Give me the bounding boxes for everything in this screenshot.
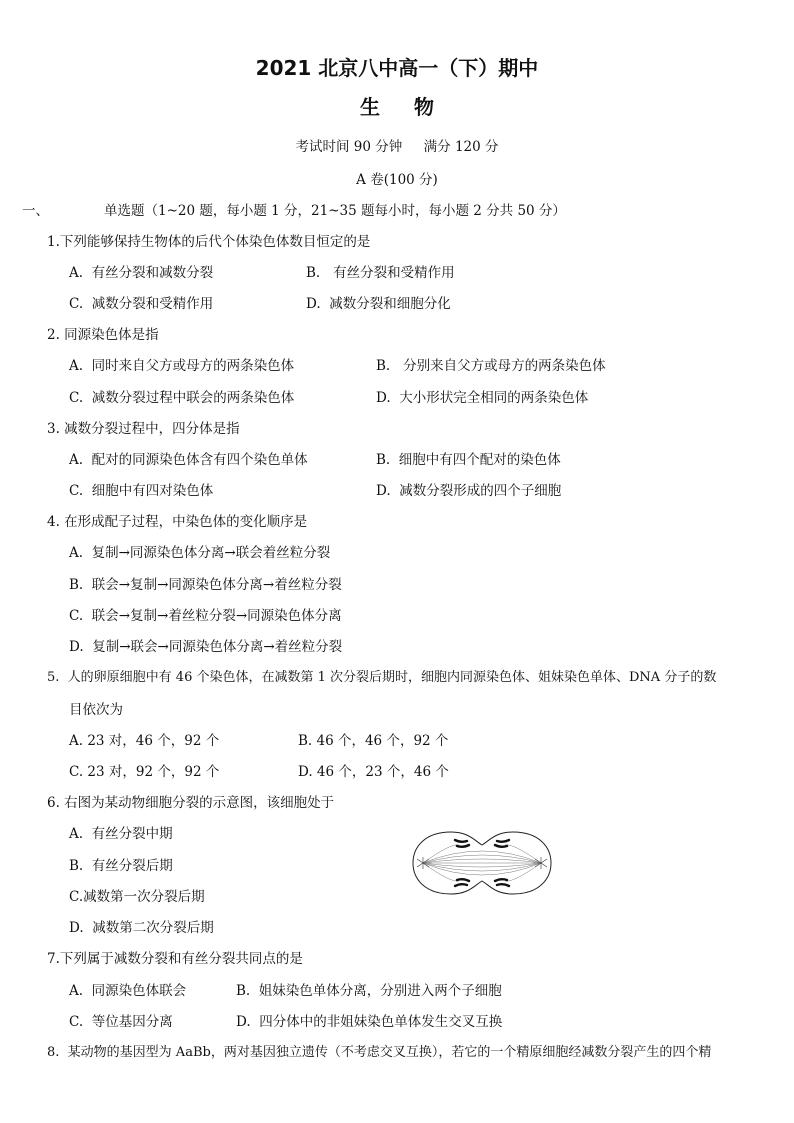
q5-option-d: D. 46 个，23 个，46 个 <box>298 764 449 780</box>
q3-option-c: C. 细胞中有四对染色体 <box>69 483 214 499</box>
q5-option-c: C. 23 对，92 个，92 个 <box>69 764 220 780</box>
q1-option-d: D. 减数分裂和细胞分化 <box>306 296 451 312</box>
q7-option-c: C. 等位基因分离 <box>69 1014 173 1030</box>
q2-option-b: B. 分别来自父方或母方的两条染色体 <box>376 358 606 374</box>
section-number: 一、 <box>22 203 49 219</box>
q4-option-b: B. 联会→复制→同源染色体分离→着丝粒分裂 <box>69 577 342 593</box>
q6-option-d: D. 减数第二次分裂后期 <box>69 920 214 936</box>
q1-option-c: C. 减数分裂和受精作用 <box>69 296 214 312</box>
q6-option-a: A. 有丝分裂中期 <box>69 826 173 842</box>
q1-option-b: B. 有丝分裂和受精作用 <box>306 265 455 281</box>
q1-option-a: A. 有丝分裂和减数分裂 <box>69 265 214 281</box>
cell-division-figure <box>411 829 553 897</box>
q7-option-d: D. 四分体中的非姐妹染色单体发生交叉互换 <box>236 1014 503 1030</box>
question-6-stem: 6. 右图为某动物细胞分裂的示意图，该细胞处于 <box>47 795 335 811</box>
q4-option-c: C. 联会→复制→着丝粒分裂→同源染色体分离 <box>69 608 342 624</box>
question-4-stem: 4. 在形成配子过程，中染色体的变化顺序是 <box>47 514 308 530</box>
q2-option-d: D. 大小形状完全相同的两条染色体 <box>376 390 589 406</box>
question-1-stem: 1.下列能够保持生物体的后代个体染色体数目恒定的是 <box>47 234 371 250</box>
q7-option-b: B. 姐妹染色单体分离，分别进入两个子细胞 <box>236 983 502 999</box>
section-heading: 单选题（1~20 题，每小题 1 分，21~35 题每小时，每小题 2 分共 50 分） <box>104 203 566 219</box>
question-7-stem: 7.下列属于减数分裂和有丝分裂共同点的是 <box>47 951 303 967</box>
q3-option-a: A. 配对的同源染色体含有四个染色单体 <box>69 452 308 468</box>
subject-title: 生物 <box>360 95 468 119</box>
exam-info: 考试时间 90 分钟 满分 120 分 <box>295 139 499 155</box>
question-3-stem: 3. 减数分裂过程中，四分体是指 <box>47 421 240 437</box>
q4-option-a: A. 复制→同源染色体分离→联会着丝粒分裂 <box>69 545 331 561</box>
q6-option-c: C.减数第一次分裂后期 <box>69 889 205 905</box>
q4-option-d: D. 复制→联会→同源染色体分离→着丝粒分裂 <box>69 639 343 655</box>
spindle-fibers <box>423 845 541 881</box>
q5-option-a: A. 23 对，46 个，92 个 <box>69 733 220 749</box>
page-title: 2021 北京八中高一（下）期中 <box>255 56 539 80</box>
q7-option-a: A. 同源染色体联会 <box>69 983 187 999</box>
q3-option-b: B. 细胞中有四个配对的染色体 <box>376 452 561 468</box>
question-5-stem: 5. 人的卵原细胞中有 46 个染色体，在减数第 1 次分裂后期时，细胞内同源染色体、姐妹染色单体、DNA 分子的数 <box>47 670 717 685</box>
q6-option-b: B. 有丝分裂后期 <box>69 858 173 874</box>
q5-option-b: B. 46 个，46 个，92 个 <box>298 733 449 749</box>
question-2-stem: 2. 同源染色体是指 <box>47 327 159 343</box>
volume-label: A 卷(100 分) <box>356 172 438 188</box>
q2-option-c: C. 减数分裂过程中联会的两条染色体 <box>69 390 295 406</box>
q2-option-a: A. 同时来自父方或母方的两条染色体 <box>69 358 295 374</box>
question-8-stem: 8. 某动物的基因型为 AaBb，两对基因独立遗传（不考虑交叉互换），若它的一个精原细胞经减数分裂产生的四个精 <box>47 1045 712 1060</box>
question-5-stem-cont: 目依次为 <box>69 702 123 718</box>
q3-option-d: D. 减数分裂形成的四个子细胞 <box>376 483 562 499</box>
